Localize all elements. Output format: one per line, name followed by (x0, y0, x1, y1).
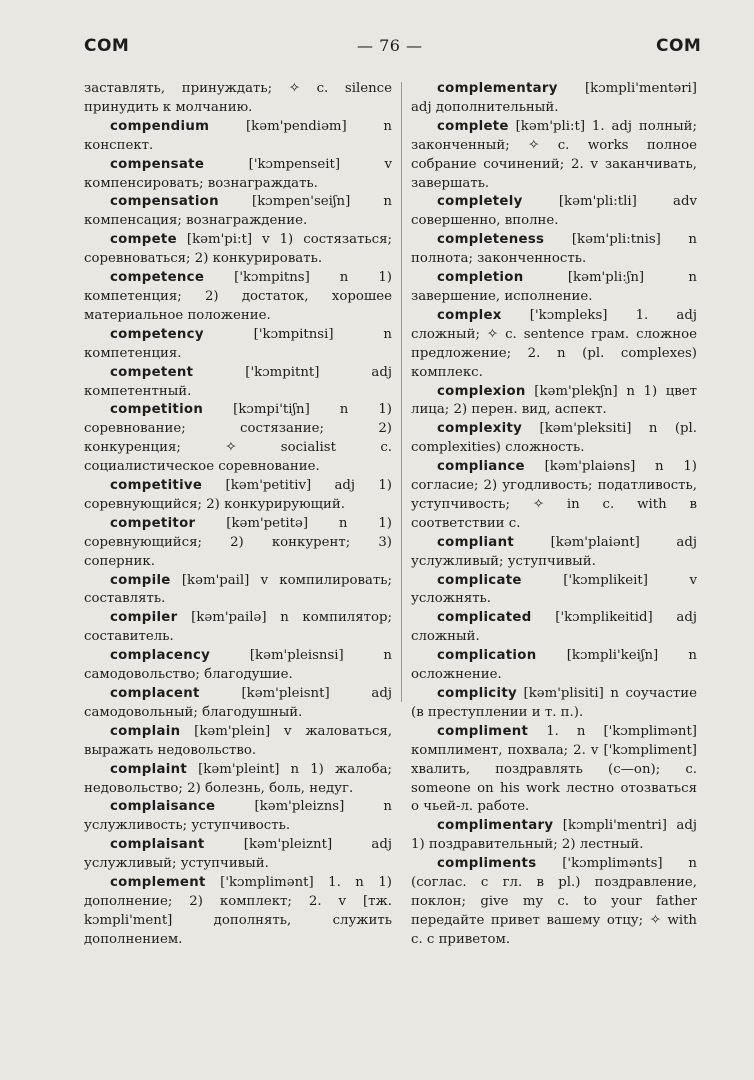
entry-headword: complaisant (110, 837, 205, 853)
entry-definition: [kəm'pendiəm] n конспект. (84, 118, 392, 153)
entry-definition: ['kɔmpenseit] v компенсировать; вознаграждать. (84, 156, 392, 191)
dictionary-entry (84, 761, 392, 799)
running-head-right: COM (656, 36, 702, 56)
entry-definition: [kəm'pi:t] v 1) состязаться; соревноваться; 2) конкурировать. (84, 232, 392, 267)
entry-definition: ['kɔmplikeit] v усложнять. (411, 572, 697, 607)
entry-headword: complex (437, 307, 502, 323)
dictionary-entry (411, 420, 697, 458)
entry-definition: [kəm'pli:ʃn] n завершение, исполнение. (411, 270, 697, 304)
entry-headword: complaisance (110, 799, 216, 815)
entry-definition: [kɔmpli'mentri] adj 1) поздравительный; 2) лестный. (411, 818, 697, 853)
entry-definition: ['kɔmpitnsi] n компетенция. (84, 326, 392, 361)
dictionary-entry (411, 817, 697, 855)
dictionary-entry (84, 477, 392, 515)
dictionary-entry (84, 118, 392, 156)
entry-headword: competitor (110, 515, 196, 531)
dictionary-entry (411, 118, 697, 194)
entry-definition: [kɔmpen'seiʃn] n компенсация; вознаграждение. (84, 194, 392, 229)
entry-definition: ['kɔmpitns] n 1) компетенция; 2) достаток, хорошее материальное положение. (84, 270, 392, 323)
entry-headword: compensation (110, 194, 219, 210)
dictionary-entry (411, 647, 697, 685)
entry-headword: complicity (437, 686, 517, 701)
dictionary-entry (411, 80, 697, 118)
dictionary-entry (84, 515, 392, 572)
entry-headword: compete (110, 232, 177, 248)
right-column (411, 80, 697, 950)
dictionary-entry (411, 534, 697, 572)
page-number: — 76 — (357, 36, 423, 55)
entry-headword: complaint (110, 761, 188, 777)
entry-headword: complement (110, 875, 206, 891)
entry-definition: [kəm'pleisnt] adj самодовольный; благодушный. (84, 686, 392, 720)
entry-headword: compliment (437, 723, 529, 739)
dictionary-entry (84, 401, 392, 477)
entry-headword: complicated (437, 610, 532, 626)
dictionary-entry (84, 609, 392, 647)
dictionary-entry (411, 855, 697, 950)
dictionary-entry (411, 572, 697, 610)
dictionary-entry (84, 647, 392, 685)
entry-definition: [kəm'pli:tli] adv совершенно, вполне. (411, 194, 697, 229)
dictionary-entry (411, 269, 697, 307)
entry-definition: [kəm'pailə] n компилятор; составитель. (84, 610, 392, 645)
entry-headword: completely (437, 194, 523, 210)
entry-definition: [kəm'petitiv] adj 1) соревнующийся; 2) конкурирующий. (84, 478, 392, 512)
entry-headword: complacency (110, 648, 211, 664)
entry-definition: [kəm'pleisnsi] n самодовольство; благодушие. (84, 648, 392, 683)
entry-headword: compile (110, 572, 171, 588)
entry-definition: [kəm'plekʃn] n 1) цвет лица; 2) перен. вид, аспект. (411, 383, 697, 418)
entry-headword: complain (110, 723, 181, 739)
dictionary-entry (411, 609, 697, 647)
entry-definition: [kəm'petitə] n 1) соревнующийся; 2) конкурент; 3) соперник. (84, 515, 392, 569)
dictionary-entry (84, 723, 392, 761)
entry-headword: compendium (110, 118, 210, 134)
entry-headword: complacent (110, 686, 200, 701)
entry-headword: compliant (437, 534, 515, 550)
entry-headword: compensate (110, 156, 205, 172)
entry-headword: compliments (437, 856, 537, 872)
dictionary-entry (84, 269, 392, 326)
entry-definition: [kəm'plein] v жаловаться, выражать недовольство. (84, 723, 392, 758)
dictionary-entry (411, 307, 697, 383)
entry-headword: compiler (110, 610, 178, 626)
entry-definition: [kəm'plaiəns] n 1) согласие; 2) угодливость; податливость, уступчивость; ✧ in c. with в соответствии с. (411, 459, 697, 531)
entry-headword: complicate (437, 572, 522, 588)
entry-headword: complexion (437, 383, 526, 399)
entry-headword: compliance (437, 459, 525, 475)
left-column (84, 80, 392, 950)
entry-definition: [kɔmpli'mentəri] adj дополнительный. (411, 81, 697, 115)
dictionary-entry (411, 193, 697, 231)
dictionary-entry (84, 364, 392, 402)
entry-definition: ['kɔmpleks] 1. adj сложный; ✧ c. sentence грам. сложное предложение; 2. n (pl. complexes) комплекс. (411, 307, 697, 380)
entry-definition: [kəm'plisiti] n соучастие (в преступлении и т. п.). (411, 686, 697, 720)
entry-headword: complexity (437, 421, 523, 437)
column-divider (401, 82, 402, 702)
entry-definition: [kɔmpi'tiʃn] n 1) соревнование; состязание; 2) конкуренция; ✧ socialist c. социалистическое соревнование. (84, 402, 392, 475)
dictionary-entry (411, 723, 697, 818)
entry-headword: complimentary (437, 818, 554, 834)
entry-headword: competence (110, 270, 205, 286)
dictionary-entry (84, 156, 392, 194)
entry-headword: competitive (110, 478, 203, 494)
entry-definition: ['kɔmplikeitid] adj сложный. (411, 610, 697, 645)
entry-definition: [kəm'pleksiti] n (pl. complexities) сложность. (411, 421, 697, 456)
dictionary-entry (411, 231, 697, 269)
dictionary-entry (84, 572, 392, 610)
dictionary-entry (84, 874, 392, 950)
entry-definition: 1. n ['kɔmplimənt] комплимент, похвала; 2. v ['kɔmpliment] хвалить, поздравлять (c—on); c. someone on his work лестно отозваться о чьей-л. работе. (411, 723, 697, 815)
running-head-left: COM (84, 36, 130, 56)
entry-definition: [kəm'pli:tnis] n полнота; законченность. (411, 232, 697, 267)
entry-definition: [kəm'plaiənt] adj услужливый; уступчивый. (411, 534, 697, 569)
entry-headword: completeness (437, 232, 545, 248)
entry-headword: competency (110, 326, 204, 342)
dictionary-entry (411, 458, 697, 534)
dictionary-entry (84, 836, 392, 874)
entry-headword: competition (110, 402, 204, 418)
entry-definition: заставлять, принуждать; ✧ c. silence принудить к молчанию. (84, 81, 392, 115)
entry-headword: completion (437, 270, 524, 286)
entry-definition: ['kɔmpitnt] adj компетентный. (84, 364, 392, 399)
dictionary-entry (84, 798, 392, 836)
dictionary-entry (84, 326, 392, 364)
entry-definition: ['kɔmplimənts] n (соглас. с гл. в pl.) поздравление, поклон; give my c. to your father передайте привет вашему отцу; ✧ with c. с приветом. (411, 856, 697, 947)
entry-headword: complete (437, 118, 509, 134)
entry-definition: [kɔmpli'keiʃn] n осложнение. (411, 648, 697, 683)
entry-headword: competent (110, 364, 194, 380)
dictionary-entry (411, 685, 697, 723)
entry-definition: [kəm'pleizns] n услужливость; уступчивость. (84, 799, 392, 834)
dictionary-entry (411, 383, 697, 421)
entry-definition: [kəm'pail] v компилировать; составлять. (84, 572, 392, 607)
dictionary-entry (84, 80, 392, 118)
entry-headword: complementary (437, 81, 558, 96)
entry-definition: ['kɔmplimənt] 1. n 1) дополнение; 2) комплект; 2. v [тж. kɔmpli'ment] дополнять, служить дополнением. (84, 875, 392, 947)
entry-definition: [kəm'pli:t] 1. adj полный; законченный; ✧ c. works полное собрание сочинений; 2. v заканчивать, завершать. (411, 118, 697, 191)
dictionary-entry (84, 231, 392, 269)
entry-definition: [kəm'pleint] n 1) жалоба; недовольство; 2) болезнь, боль, недуг. (84, 761, 392, 796)
dictionary-entry (84, 685, 392, 723)
dictionary-entry (84, 193, 392, 231)
entry-definition: [kəm'pleiznt] adj услужливый; уступчивый. (84, 837, 392, 872)
entry-headword: complication (437, 648, 537, 664)
